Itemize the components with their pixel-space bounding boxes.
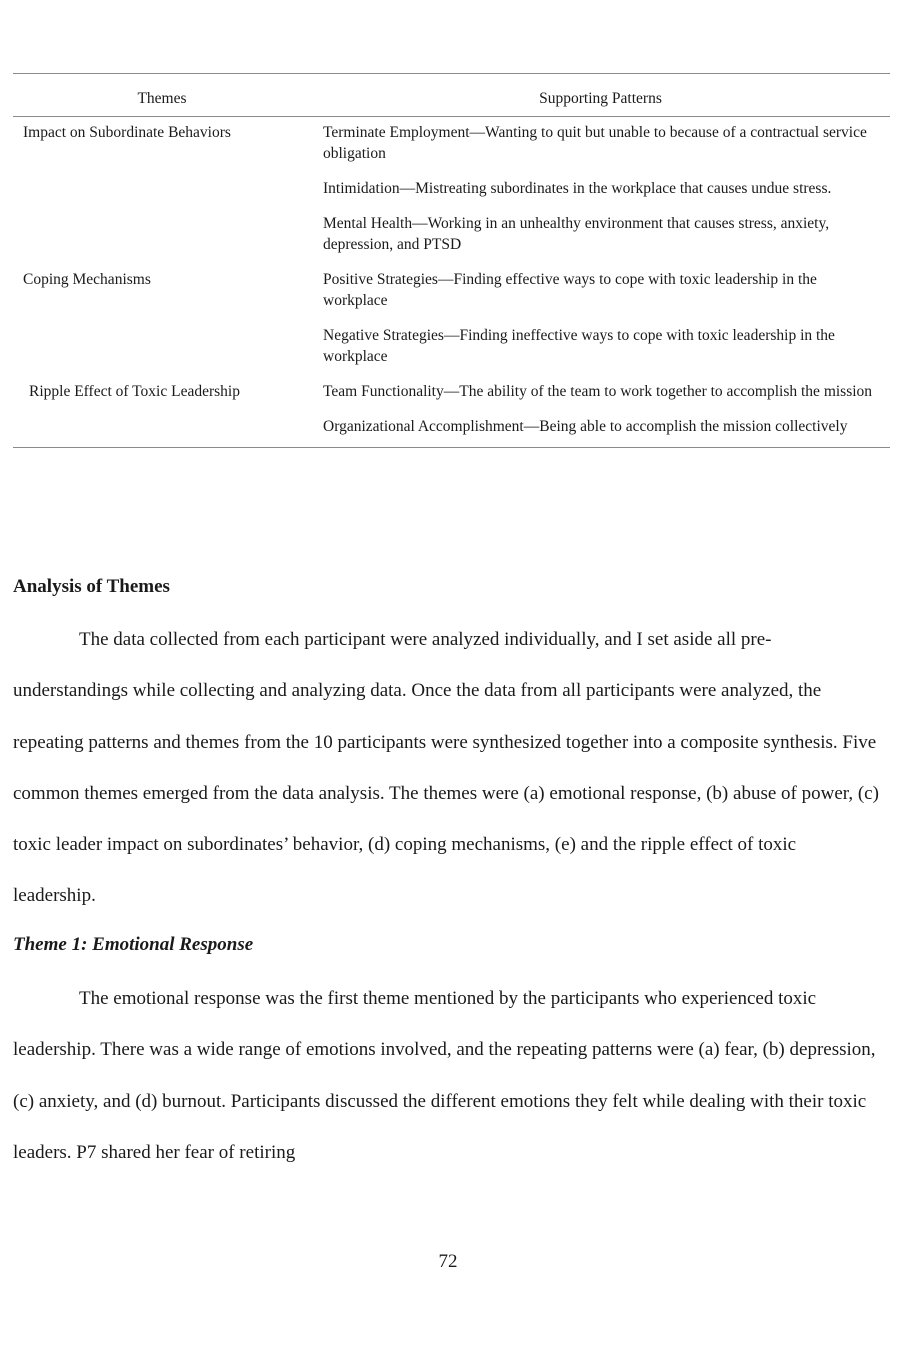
theme-cell: Ripple Effect of Toxic Leadership	[29, 383, 240, 400]
table-row	[13, 117, 890, 174]
table-row	[13, 411, 890, 448]
pattern-cell: Negative Strategies—Finding ineffective ways to cope with toxic leadership in the workplace	[323, 327, 835, 365]
page-number: 72	[438, 1251, 458, 1272]
paragraph-text: The emotional response was the first theme mentioned by the participants who experienced toxic leadership. There was a wide range of emotions involved, and the repeating patterns were (a) fear, (b) depression, (c) anxiety, and (d) burnout. Participants discussed the different emotions they felt while dealing with their toxic leaders. P7 shared her fear of retiring	[13, 988, 876, 1163]
pattern-cell: Positive Strategies—Finding effective ways to cope with toxic leadership in the workplace	[323, 271, 817, 309]
themes-table	[13, 73, 890, 448]
pattern-cell: Mental Health—Working in an unhealthy environment that causes stress, anxiety, depression, and PTSD	[323, 215, 830, 253]
theme-cell: Impact on Subordinate Behaviors	[23, 124, 231, 141]
theme-cell	[13, 411, 311, 448]
table-row	[13, 208, 890, 264]
section-heading: Analysis of Themes	[13, 576, 170, 597]
pattern-cell: Terminate Employment—Wanting to quit but unable to because of a contractual service obligation	[323, 124, 867, 162]
theme-cell	[13, 320, 311, 376]
pattern-cell: Team Functionality—The ability of the team to work together to accomplish the mission	[323, 383, 873, 400]
table-row	[13, 173, 890, 208]
theme-cell	[13, 173, 311, 208]
pattern-cell: Organizational Accomplishment—Being able to accomplish the mission collectively	[311, 411, 890, 448]
paragraph-text: The data collected from each participant were analyzed individually, and I set aside all pre-understandings while collecting and analyzing data. Once the data from all participants were analyzed, the repeating patterns and themes from the 10 participants were synthesized together into a composite synthesis. Five common themes emerged from the data analysis. The themes were (a) emotional response, (b) abuse of power, (c) toxic leader impact on subordinates’ behavior, (d) coping mechanisms, (e) and the ripple effect of toxic leadership.	[13, 629, 879, 907]
body-paragraph	[13, 973, 883, 1178]
body-paragraph	[13, 614, 883, 922]
pattern-cell: Intimidation—Mistreating subordinates in the workplace that causes undue stress.	[323, 180, 832, 197]
theme-cell: Coping Mechanisms	[23, 271, 151, 288]
table-row	[13, 376, 890, 411]
header-themes: Themes	[13, 74, 311, 117]
header-supporting-patterns: Supporting Patterns	[311, 74, 890, 117]
table-row	[13, 320, 890, 376]
theme-cell	[13, 208, 311, 264]
theme-subheading: Theme 1: Emotional Response	[13, 934, 254, 955]
table-header-row	[13, 74, 890, 117]
table-row	[13, 264, 890, 320]
